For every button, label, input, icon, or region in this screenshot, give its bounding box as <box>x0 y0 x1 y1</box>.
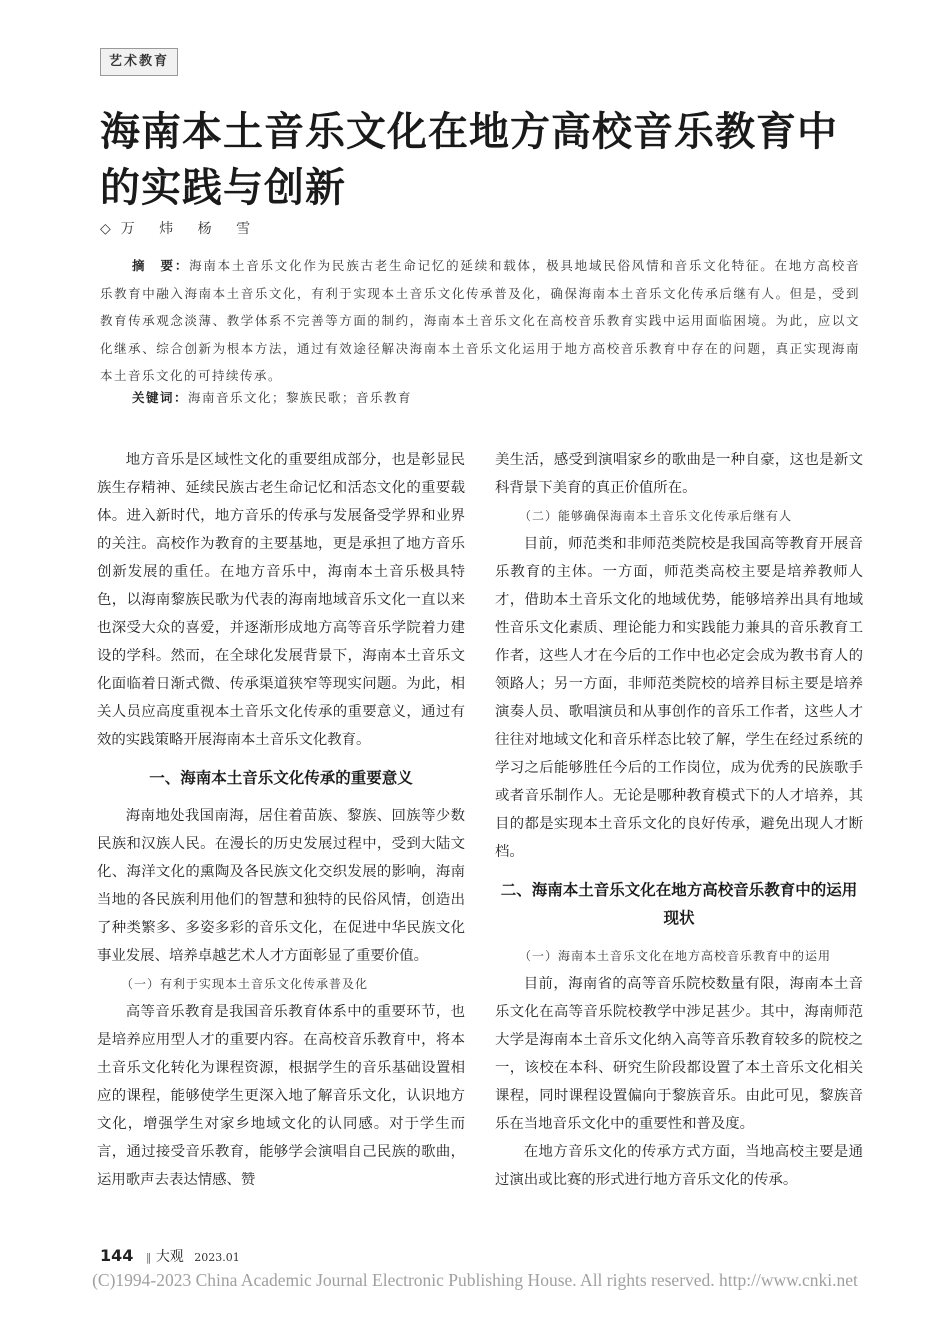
body-paragraph: 目前，海南省的高等音乐院校数量有限，海南本土音乐文化在高等音乐院校教学中涉足甚少。其中，海南师范大学是海南本土音乐文化纳入高等音乐教育较多的院校之一，该校在本科、研究生阶段都设置了本土音乐文化相关课程，同时课程设置偏向于黎族音乐。由此可见，黎族音乐在当地音乐文化中的重要性和普及度。 <box>495 976 863 1132</box>
keywords <box>132 386 860 410</box>
section-heading-1: 一、海南本土音乐文化传承的重要意义 <box>149 769 413 787</box>
author-line: ◇万 炜 杨 雪 <box>100 221 261 237</box>
body-paragraph: 在地方音乐文化的传承方式方面，当地高校主要是通过演出或比赛的形式进行地方音乐文化的传承。 <box>495 1144 863 1188</box>
page-number: 144 <box>100 1246 134 1265</box>
abstract-text: 海南本土音乐文化作为民族古老生命记忆的延续和载体，极具地域民俗风情和音乐文化特征。在地方高校音乐教育中融入海南本土音乐文化，有利于实现本土音乐文化传承普及化，确保海南本土音乐文化传承后继有人。但是，受到教育传承观念淡薄、教学体系不完善等方面的制约，海南本土音乐文化在高校音乐教育实践中运用面临困境。为此，应以文化继承、综合创新为根本方法，通过有效途径解决海南本土音乐文化运用于地方高校音乐教育中存在的问题，真正实现海南本土音乐文化的可持续传承。 <box>100 258 860 383</box>
footer-separator: ‖ <box>145 1251 152 1264</box>
body-paragraph-continued: 美生活，感受到演唱家乡的歌曲是一种自豪，这也是新文科背景下美育的真正价值所在。 <box>495 452 863 496</box>
body-paragraph: 海南地处我国南海，居住着苗族、黎族、回族等少数民族和汉族人民。在漫长的历史发展过程中，受到大陆文化、海洋文化的熏陶及各民族文化交织发展的影响，海南当地的各民族利用他们的智慧和独特的民俗风情，创造出了种类繁多、多姿多彩的音乐文化，在促进中华民族文化事业发展、培养卓越艺术人才方面彰显了重要价值。 <box>97 808 465 964</box>
article-title: 海南本土音乐文化在地方高校音乐教育中的实践与创新 <box>100 109 838 211</box>
intro-paragraph: 地方音乐是区域性文化的重要组成部分，也是彰显民族生存精神、延续民族古老生命记忆和活态文化的重要载体。进入新时代，地方音乐的传承与发展备受学界和业界的关注。高校作为教育的主要基地，更是承担了地方音乐创新发展的重任。在地方音乐中，海南本土音乐极具特色，以海南黎族民歌为代表的海南地域音乐文化一直以来也深受大众的喜爱，并逐渐形成地方高等音乐学院着力建设的学科。然而，在全球化发展背景下，海南本土音乐文化面临着日渐式微、传承渠道狭窄等现实问题。为此，相关人员应高度重视本土音乐文化传承的重要意义，通过有效的实践策略开展海南本土音乐文化教育。 <box>97 452 465 748</box>
page-footer <box>100 1246 240 1266</box>
keywords-label: 关键词： <box>132 390 189 405</box>
abstract-label: 摘 要： <box>132 258 190 273</box>
keywords-text: 海南音乐文化；黎族民歌；音乐教育 <box>188 390 413 405</box>
abstract <box>100 252 860 390</box>
journal-name: 大观 <box>155 1249 184 1265</box>
subheading-3: （一）海南本土音乐文化在地方高校音乐教育中的运用 <box>519 949 832 963</box>
left-column <box>97 446 465 1194</box>
copyright-watermark: (C)1994-2023 China Academic Journal Electronic Publishing House. All rights reserved. http://www.cnki.net <box>92 1270 858 1290</box>
section-tag: 艺术教育 <box>100 48 178 76</box>
issue-date: 2023.01 <box>194 1251 240 1264</box>
right-column <box>495 446 863 1194</box>
body-paragraph: 高等音乐教育是我国音乐教育体系中的重要环节，也是培养应用型人才的重要内容。在高校音乐教育中，将本土音乐文化转化为课程资源，根据学生的音乐基础设置相应的课程，能够使学生更深入地了解音乐文化，认识地方文化，增强学生对家乡地域文化的认同感。对于学生而言，通过接受音乐教育，能够学会演唱自己民族的歌曲，运用歌声去表达情感、赞 <box>97 1004 465 1188</box>
subheading-1: （一）有利于实现本土音乐文化传承普及化 <box>121 977 369 991</box>
section-heading-2: 二、海南本土音乐文化在地方高校音乐教育中的运用现状 <box>500 881 858 927</box>
subheading-2: （二）能够确保海南本土音乐文化传承后继有人 <box>519 509 793 523</box>
body-paragraph: 目前，师范类和非师范类院校是我国高等教育开展音乐教育的主体。一方面，师范类高校主要是培养教师人才，借助本土音乐文化的地域优势，能够培养出具有地域性音乐文化素质、理论能力和实践能力兼具的音乐教育工作者，这些人才在今后的工作中也必定会成为教书育人的领路人；另一方面，非师范类院校的培养目标主要是培养演奏人员、歌唱演员和从事创作的音乐工作者，这些人才往往对地域文化和音乐样态比较了解，学生在经过系统的学习之后能够胜任今后的工作岗位，成为优秀的民族歌手或者音乐制作人。无论是哪种教育模式下的人才培养，其目的都是实现本土音乐文化的良好传承，避免出现人才断档。 <box>495 536 863 860</box>
